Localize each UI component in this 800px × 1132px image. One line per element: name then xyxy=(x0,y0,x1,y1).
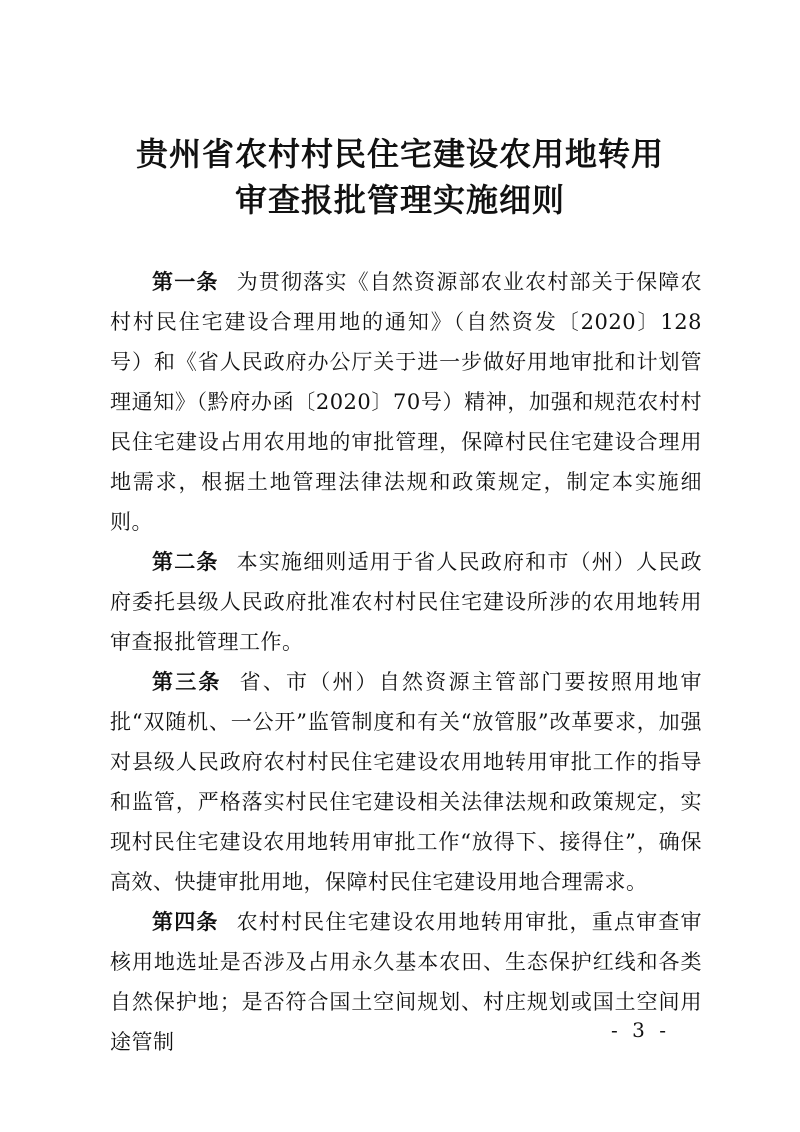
article-3-text: 省、市（州）自然资源主管部门要按照用地审批“双随机、一公开”监管制度和有关“放管服”改革要求，加强对县级人民政府农村村民住宅建设农用地转用审批工作的指导和监管，严格落实村民住宅建设相关法律法规和政策规定，实现村民住宅建设农用地转用审批工作“放得下、接得住”，确保高效、快捷审批用地，保障村民住宅建设用地合理需求。 xyxy=(110,670,703,894)
article-2 xyxy=(110,542,702,662)
document-body xyxy=(110,262,702,1062)
document-title-line-1: 贵州省农村村民住宅建设农用地转用 xyxy=(135,135,664,173)
article-2-text: 本实施细则适用于省人民政府和市（州）人民政府委托县级人民政府批准农村村民住宅建设所涉的农用地转用审查报批管理工作。 xyxy=(110,550,703,654)
article-3-label: 第三条 xyxy=(152,670,222,694)
article-1-label: 第一条 xyxy=(152,270,219,294)
article-3 xyxy=(110,662,702,902)
article-1 xyxy=(110,262,702,542)
article-4-text: 农村村民住宅建设农用地转用审批，重点审查审核用地选址是否涉及占用永久基本农田、生态保护红线和各类自然保护地；是否符合国土空间规划、村庄规划或国土空间用途管制 xyxy=(110,910,703,1054)
article-1-text: 为贯彻落实《自然资源部农业农村部关于保障农村村民住宅建设合理用地的通知》（自然资发〔2020〕128号）和《省人民政府办公厅关于进一步做好用地审批和计划管理通知》（黔府办函〔2020〕70号）精神，加强和规范农村村民住宅建设占用农用地的审批管理，保障村民住宅建设合理用地需求，根据土地管理法律法规和政策规定，制定本实施细则。 xyxy=(110,270,703,534)
page-number: - 3 - xyxy=(611,1018,670,1042)
document-title-line-2: 审查报批管理实施细则 xyxy=(234,181,565,219)
article-4-label: 第四条 xyxy=(152,910,219,934)
article-2-label: 第二条 xyxy=(152,550,219,574)
